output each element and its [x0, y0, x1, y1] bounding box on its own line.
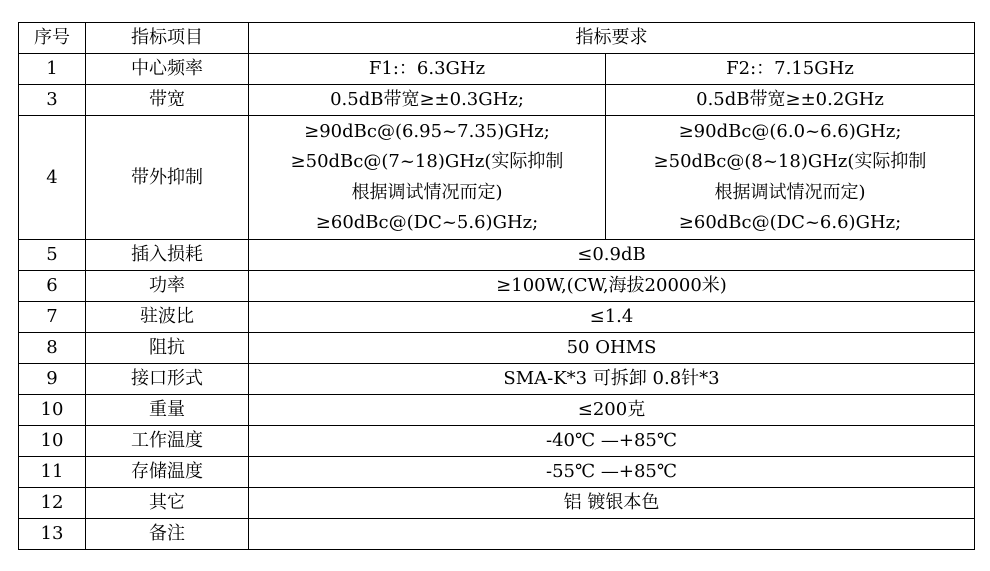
- row-item-name: 接口形式: [86, 364, 249, 395]
- row-item-name: 工作温度: [86, 426, 249, 457]
- row-item-name: 功率: [86, 271, 249, 302]
- row-value: ≤200克: [249, 395, 975, 426]
- row-number: 5: [19, 240, 86, 271]
- spec-table: [18, 22, 975, 550]
- row-value: 50 OHMS: [249, 333, 975, 364]
- row-item-name: 带宽: [86, 85, 249, 116]
- header-row: [19, 23, 975, 54]
- table-row: [19, 488, 975, 519]
- row-number: 11: [19, 457, 86, 488]
- row-value-f2: 0.5dB带宽≥±0.2GHz: [606, 85, 975, 116]
- row-item-name: 存储温度: [86, 457, 249, 488]
- row-item-name: 重量: [86, 395, 249, 426]
- table-row: [19, 333, 975, 364]
- row-number: 10: [19, 426, 86, 457]
- table-row: [19, 85, 975, 116]
- table-row: [19, 54, 975, 85]
- row-value-f1: 0.5dB带宽≥±0.3GHz;: [249, 85, 606, 116]
- row-value: ≥100W,(CW,海拔20000米): [249, 271, 975, 302]
- row-value: 铝 镀银本色: [249, 488, 975, 519]
- rejection-line: 根据调试情况而定): [351, 181, 503, 203]
- table-row: [19, 271, 975, 302]
- table-row: [19, 426, 975, 457]
- rejection-line: ≥90dBc@(6.95~7.35)GHz;: [304, 120, 550, 142]
- row-number: 7: [19, 302, 86, 333]
- row-number: 4: [19, 116, 86, 240]
- row-number: 8: [19, 333, 86, 364]
- row-number: 12: [19, 488, 86, 519]
- row-value: ≤1.4: [249, 302, 975, 333]
- table-row: [19, 519, 975, 550]
- row-number: 10: [19, 395, 86, 426]
- row-value: [249, 519, 975, 550]
- rejection-line: ≥50dBc@(7~18)GHz(实际抑制: [290, 151, 564, 172]
- row-value-f2: [606, 116, 975, 240]
- row-item-name: 阻抗: [86, 333, 249, 364]
- row-item-name: 其它: [86, 488, 249, 519]
- row-value-f2: F2:：7.15GHz: [606, 54, 975, 85]
- rejection-line: ≥90dBc@(6.0~6.6)GHz;: [678, 120, 902, 142]
- row-item-name: 备注: [86, 519, 249, 550]
- rejection-line: ≥50dBc@(8~18)GHz(实际抑制: [653, 151, 927, 172]
- row-value: -40℃ —+85℃: [249, 426, 975, 457]
- row-number: 6: [19, 271, 86, 302]
- row-number: 13: [19, 519, 86, 550]
- row-number: 9: [19, 364, 86, 395]
- row-value-f1: [249, 116, 606, 240]
- table-row: [19, 457, 975, 488]
- row-value-f1: F1:：6.3GHz: [249, 54, 606, 85]
- row-number: 3: [19, 85, 86, 116]
- header-seq: 序号: [19, 23, 86, 54]
- table-row: [19, 302, 975, 333]
- row-value: ≤0.9dB: [249, 240, 975, 271]
- row-item-name: 插入损耗: [86, 240, 249, 271]
- row-item-name: 中心频率: [86, 54, 249, 85]
- row-value: SMA-K*3 可拆卸 0.8针*3: [249, 364, 975, 395]
- table-row: [19, 395, 975, 426]
- row-item-name: 驻波比: [86, 302, 249, 333]
- row-value: -55℃ —+85℃: [249, 457, 975, 488]
- row-number: 1: [19, 54, 86, 85]
- rejection-line: ≥60dBc@(DC~6.6)GHz;: [678, 212, 902, 233]
- table-row: [19, 364, 975, 395]
- header-requirement: 指标要求: [249, 23, 975, 54]
- header-item: 指标项目: [86, 23, 249, 54]
- rejection-line: ≥60dBc@(DC~5.6)GHz;: [315, 212, 539, 233]
- table-row: [19, 116, 975, 240]
- row-item-name: 带外抑制: [86, 116, 249, 240]
- table-row: [19, 240, 975, 271]
- rejection-line: 根据调试情况而定): [714, 181, 866, 203]
